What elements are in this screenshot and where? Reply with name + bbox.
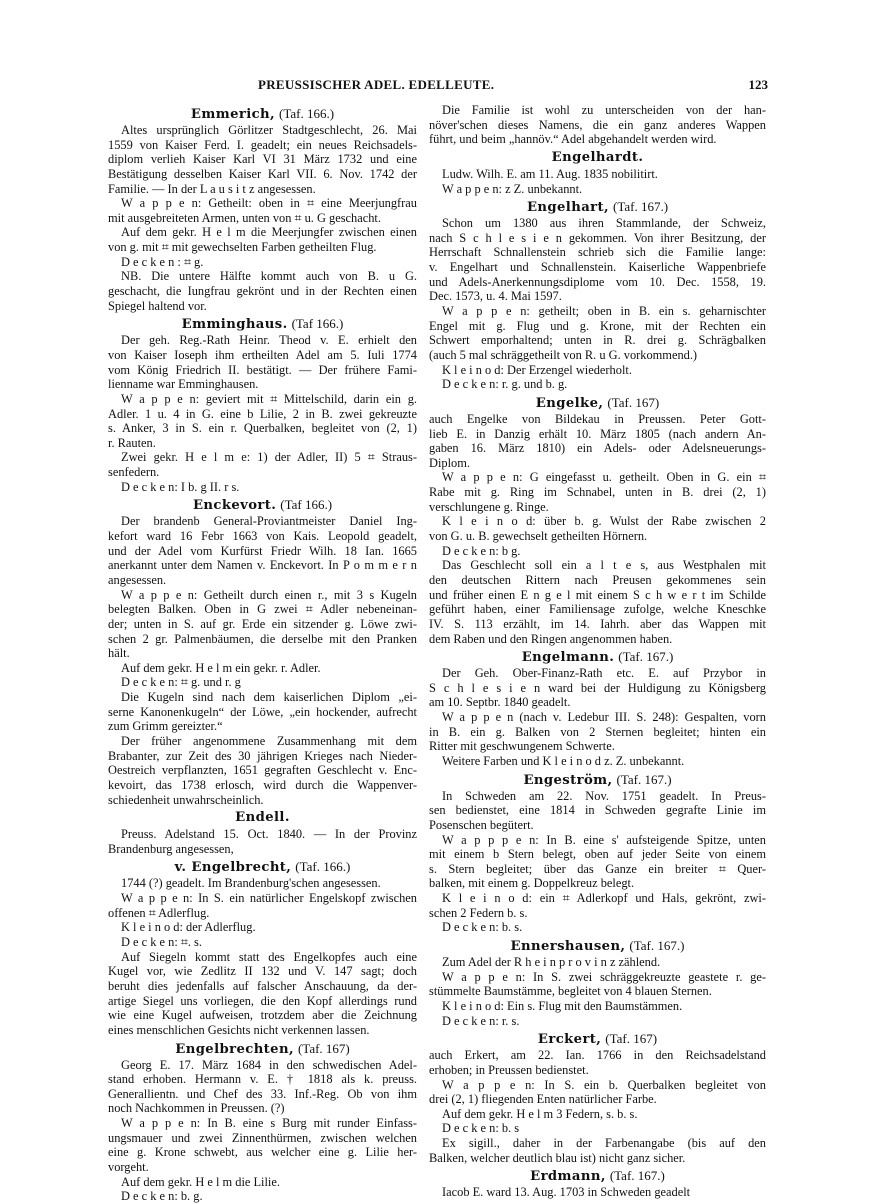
entry xyxy=(429,936,766,1028)
family-name: Ennershausen, xyxy=(510,939,626,955)
text-line: den deutschen Rittern nach Preusen gekommenes sein xyxy=(429,572,766,587)
text-line: növer'schen dieses Namens, die ein ganz anderes Wappen xyxy=(429,117,766,132)
plate-reference: (Taf. 167.) xyxy=(618,649,674,665)
entry xyxy=(108,314,417,494)
text-line: zum Grimm gereizter.“ xyxy=(108,719,223,734)
text-line: W a p p e n: Getheilt durch einen r., mit 3 s Kugeln xyxy=(121,587,417,602)
text-line: D e c k e n: ⌗. s. xyxy=(121,935,202,950)
text-line: kevoirt, das 1738 erlosch, wird durch die Wappenver- xyxy=(108,777,417,792)
text-line: von g. mit ⌗ mit gewechselten Farben getheilten Flug. xyxy=(108,240,377,255)
entry xyxy=(429,770,766,935)
text-line: geführt haben, einer Familiensage zufolge, welche Kneschke xyxy=(429,602,766,617)
text-line: mit ausgebreiteten Armen, unten von ⌗ u. G geschacht. xyxy=(108,210,381,225)
plate-reference: (Taf. 167.) xyxy=(612,199,669,215)
text-line: D e c k e n: b. g. xyxy=(121,1189,203,1204)
paragraph xyxy=(429,377,766,392)
paragraph xyxy=(108,269,417,313)
text-line: Ritter mit geschwungenem Schwerte. xyxy=(429,739,615,754)
text-line: Auf dem gekr. H e l m die Meerjungfer zwischen einen xyxy=(121,225,417,240)
text-line: stand erhoben. Hermann v. E. † 1818 als k. preuss. xyxy=(108,1072,417,1087)
text-line: erhoben; in Preussen bedienstet. xyxy=(429,1062,589,1077)
text-line: eine g. Krone schwebt, aus welcher eine g. Lilie her- xyxy=(108,1145,417,1160)
paragraph xyxy=(429,1014,766,1029)
paragraph xyxy=(429,789,766,833)
family-name: v. Engelbrecht, xyxy=(174,860,292,876)
paragraph xyxy=(429,216,766,304)
family-name: Erckert, xyxy=(537,1032,602,1048)
entry xyxy=(108,808,417,856)
text-line: W a p p e n: In B. eine s Burg mit runder Einfass- xyxy=(121,1116,417,1131)
paragraph xyxy=(108,1175,417,1190)
text-line: D e c k e n : ⌗ g. xyxy=(121,254,204,269)
paragraph xyxy=(108,196,417,225)
text-line: schen 2 Federn b. s. xyxy=(429,905,528,920)
text-line: noch Nachkommen in Preussen. (?) xyxy=(108,1101,285,1116)
paragraph xyxy=(429,1121,766,1136)
text-line: In Schweden am 22. Nov. 1751 geadelt. In Preus- xyxy=(442,788,766,803)
text-line: beruht dies jedenfalls auf falscher Anschauung, da der- xyxy=(108,978,417,993)
text-line: D e c k e n: r. g. und b. g. xyxy=(442,377,568,392)
text-line: Der geh. Reg.-Rath Heinr. Theod v. E. erhielt den xyxy=(121,333,417,348)
paragraph xyxy=(108,123,417,196)
paragraph xyxy=(108,920,417,935)
entry xyxy=(429,103,766,147)
text-line: der; unten in S. auf gr. Erde ein sitzender g. Löwe zwi- xyxy=(108,616,417,631)
entry xyxy=(429,393,766,646)
family-name: Endell. xyxy=(235,810,290,826)
text-line: (auch 5 mal schräggetheilt von R. u G. vorkommend.) xyxy=(429,347,698,362)
text-line: eines menschlichen Gesichts nicht verkennen lassen. xyxy=(108,1022,370,1037)
family-name: Enckevort. xyxy=(192,498,277,514)
family-name: Erdmann, xyxy=(530,1169,606,1185)
paragraph xyxy=(429,666,766,710)
text-line: Rabe mit g. Ring im Schnabel, unten in B. drei (2, 1) xyxy=(429,485,766,500)
entry-heading xyxy=(429,1166,766,1185)
text-line: wie eine Kugel aufweisen, trotzdem aber die Zeichnung xyxy=(108,1008,417,1023)
paragraph xyxy=(108,1116,417,1175)
text-line: Ludw. Wilh. E. am 11. Aug. 1835 nobilitirt. xyxy=(442,166,658,181)
text-line: und früher einen E n g e l mit einem S c h w e r t im Schilde xyxy=(429,587,766,602)
paragraph xyxy=(429,167,766,182)
paragraph xyxy=(429,182,766,197)
plate-reference: (Taf. 166.) xyxy=(279,106,335,121)
text-line: Balken, welcher deutlich blau ist) nicht ganz sicher. xyxy=(429,1150,686,1165)
text-line: von G. u. B. gewechselt getheilten Hörnern. xyxy=(429,529,648,544)
text-line: balken, mit einem g. Doppelkreuz belegt. xyxy=(429,876,635,891)
entry-heading xyxy=(429,647,766,666)
paragraph xyxy=(429,1136,766,1165)
entry xyxy=(108,857,417,1037)
entry-heading xyxy=(429,770,766,789)
plate-reference: (Taf 166.) xyxy=(291,316,344,332)
paragraph xyxy=(429,363,766,378)
paragraph xyxy=(108,935,417,950)
text-line: am 10. Septbr. 1840 geadelt. xyxy=(429,695,571,710)
text-line: offenen ⌗ Adlerflug. xyxy=(108,905,210,920)
text-line: W a p p e n: In S. ein natürlicher Engelskopf zwischen xyxy=(121,891,417,906)
text-line: W a p p e n: geviert mit ⌗ Mittelschild, darin ein g. xyxy=(121,391,417,406)
text-line: Bestätigung desselben Kaiser Karl VII. 6. Nov. 1742 der xyxy=(108,166,417,181)
text-line: Generallientn. und Chef des 33. Inf.-Reg. Ob von ihm xyxy=(108,1086,417,1101)
entry-heading xyxy=(108,495,417,514)
text-line: K l e i n o d: der Adlerflug. xyxy=(121,920,256,935)
text-line: W a p p e n (nach v. Ledebur III. S. 248): Gespalten, vorn xyxy=(442,710,766,725)
text-line: Der Geh. Ober-Finanz-Rath etc. E. auf Przybor in xyxy=(442,666,766,681)
text-line: Altes ursprünglich Görlitzer Stadtgeschlecht, 26. Mai xyxy=(121,123,417,137)
paragraph xyxy=(429,999,766,1014)
text-line: 1744 (?) geadelt. Im Brandenburg'schen angesessen. xyxy=(121,876,381,891)
text-line: K l e i n o d: ein ⌗ Adlerkopf und Hals, gekrönt, zwi- xyxy=(442,891,766,906)
text-line: Kugel vor, wie Zedlitz II 132 und V. 147 sagt; doch xyxy=(108,964,417,979)
entry-heading xyxy=(108,857,417,876)
family-name: Engelbrechten, xyxy=(175,1041,294,1057)
text-line: Adler. 1 u. 4 in G. eine b Lilie, 2 in B. zwei gekreuzte xyxy=(108,406,417,421)
text-line: K l e i n o d: Der Erzengel wiederholt. xyxy=(442,362,632,377)
text-line: auch Engelke von Bildekau in Preussen. Peter Gott- xyxy=(429,411,766,426)
text-line: D e c k e n: ⌗ g. und r. g xyxy=(121,675,241,690)
text-line: W a p p e n: In S. zwei schräggekreuzte geastete r. ge- xyxy=(442,969,766,984)
text-line: Auf dem gekr. H e l m die Lilie. xyxy=(121,1174,280,1189)
entry xyxy=(108,495,417,807)
text-line: gaben 16. März 1810) ein Adels- oder Adelsneuerungs- xyxy=(429,441,766,456)
family-name: Engelhart, xyxy=(526,200,609,216)
left-column xyxy=(108,103,417,1204)
paragraph xyxy=(108,588,417,661)
text-line: anerkannt unter dem Namen v. Enckevort. In P o m m e r n xyxy=(108,558,417,573)
entry-heading xyxy=(429,148,766,167)
plate-reference: (Taf. 167) xyxy=(605,1031,658,1047)
text-line: auch Erkert, am 22. Ian. 1766 in den Reichsadelstand xyxy=(429,1048,766,1063)
entry xyxy=(108,104,417,313)
paragraph xyxy=(108,876,417,891)
text-line: D e c k e n: I b. g II. r s. xyxy=(121,479,240,494)
paragraph xyxy=(108,450,417,479)
text-line: Der brandenb General-Proviantmeister Daniel Ing- xyxy=(121,514,417,529)
text-line: Das Geschlecht soll ein a l t e s, aus Westphalen mit xyxy=(442,558,766,573)
text-line: s. Anker, 3 in S. ein r. Querbalken, begleitet von (2, 1) xyxy=(108,421,417,436)
text-line: Iacob E. ward 13. Aug. 1703 in Schweden geadelt xyxy=(442,1185,691,1200)
paragraph xyxy=(429,558,766,646)
text-line: Auf Siegeln kommt statt des Engelkopfes auch eine xyxy=(121,949,417,964)
plate-reference: (Taf 166.) xyxy=(280,497,333,513)
paragraph xyxy=(108,734,417,807)
entry-heading xyxy=(429,197,766,216)
text-line: W a p p e n: G eingefasst u. getheilt. Oben in G. ein ⌗ xyxy=(442,470,766,485)
text-line: Zwei gekr. H e l m e: 1) der Adler, II) 5 ⌗ Straus- xyxy=(121,450,417,465)
right-column xyxy=(429,103,766,1200)
text-line: Herrschaft Schnallenstein schrieb sich die Familie lange: xyxy=(429,245,766,260)
text-line: W a p p e n: z Z. unbekannt. xyxy=(442,181,583,196)
entry xyxy=(429,148,766,196)
family-name: Engelke, xyxy=(535,395,604,411)
entry-heading xyxy=(429,936,766,955)
plate-reference: (Taf. 167.) xyxy=(616,771,672,787)
text-line: geschacht, die Iungfrau gekrönt und in der Rechten einen xyxy=(108,284,417,299)
text-line: D e c k e n: b. s. xyxy=(442,920,523,935)
entry-heading xyxy=(429,1029,766,1048)
paragraph xyxy=(429,955,766,970)
paragraph xyxy=(429,920,766,935)
text-line: hält. xyxy=(108,646,130,661)
family-name: Emminghaus. xyxy=(181,317,288,333)
text-line: D e c k e n: r. s. xyxy=(442,1013,520,1028)
text-line: Georg E. 17. März 1684 in den schwedischen Adel- xyxy=(121,1057,417,1072)
paragraph xyxy=(108,675,417,690)
text-line: K l e i n o d: über b. g. Wulst der Rabe zwischen 2 xyxy=(442,514,766,529)
text-line: W a p p p e n: In B. eine s' aufsteigende Spitze, unten xyxy=(442,832,766,847)
text-line: nach S c h l e s i e n gekommen. Von ihrer Besitzung, der xyxy=(429,230,766,245)
paragraph xyxy=(429,1185,766,1200)
entry-heading xyxy=(108,1039,417,1058)
text-line: Oestreich verpflanzten, 1651 gegraften Geschlecht v. Enc- xyxy=(108,763,417,778)
text-line: lienname war Emminghausen. xyxy=(108,377,259,392)
text-line: drei (2, 1) fliegenden Enten natürlicher Farbe. xyxy=(429,1092,657,1107)
text-line: NB. Die untere Hälfte kommt auch von B. u G. xyxy=(121,269,417,284)
text-line: vom König Friedrich II. bestätigt. — Der frühere Fami- xyxy=(108,362,417,377)
text-line: Posenschen begütert. xyxy=(429,817,534,832)
text-line: senfedern. xyxy=(108,465,160,480)
paragraph xyxy=(429,304,766,363)
paragraph xyxy=(108,255,417,270)
text-line: artige Siegel uns vorliegen, die den Kopf allerdings rund xyxy=(108,993,417,1008)
plate-reference: (Taf. 166.) xyxy=(295,859,351,875)
text-line: Weitere Farben und K l e i n o d z. Z. unbekannt. xyxy=(442,753,685,768)
paragraph xyxy=(108,950,417,1038)
text-line: belegten Balken. Oben in G zwei ⌗ Adler nebeneinan- xyxy=(108,602,417,617)
text-line: K l e i n o d: Ein s. Flug mit den Baumstämmen. xyxy=(442,998,683,1013)
text-line: W a p p e n: getheilt; oben in B. ein s. geharnischter xyxy=(442,304,766,319)
running-title: PREUSSISCHER ADEL. EDELLEUTE. xyxy=(258,77,495,92)
text-line: Engel mit g. Flug und g. Krone, mit der Rechten ein xyxy=(429,318,766,333)
text-line: vorgeht. xyxy=(108,1160,149,1174)
text-line: S c h l e s i e n ward bei der Huldigung zu Königsberg xyxy=(429,680,766,695)
paragraph xyxy=(108,891,417,920)
page-number: 123 xyxy=(748,77,768,92)
text-line: Spiegel haltend vor. xyxy=(108,298,207,313)
paragraph xyxy=(429,514,766,543)
page-header xyxy=(100,77,768,95)
family-name: Engelhardt. xyxy=(551,149,644,165)
paragraph xyxy=(108,392,417,451)
text-line: von Kaiser Ioseph ihm ertheilten Adel am 5. Iuli 1774 xyxy=(108,347,417,362)
text-line: schen 2 gr. Palmenbäumen, die derselbe mit den Pranken xyxy=(108,631,417,646)
paragraph xyxy=(429,103,766,147)
text-line: Familie. — In der L a u s i t z angesessen. xyxy=(108,181,316,196)
entry xyxy=(429,197,766,392)
text-line: Der früher angenommene Zusammenhang mit dem xyxy=(121,733,417,748)
entry-heading xyxy=(108,104,417,123)
text-line: 1559 von Kaiser Ferd. I. geadelt; ein neues Reichsadels- xyxy=(108,137,417,152)
paragraph xyxy=(429,833,766,892)
text-line: IV. S. 113 erzählt, im 14. Iahrh. aber das Wappen mit xyxy=(429,616,766,631)
paragraph xyxy=(108,661,417,676)
text-line: W a p p e n: In S. ein b. Querbalken begleitet von xyxy=(442,1077,766,1092)
text-line: Schon um 1380 aus ihren Stammlande, der Schweiz, xyxy=(442,216,766,231)
paragraph xyxy=(108,690,417,734)
text-line: Auf dem gekr. H e l m 3 Federn, s. b. s. xyxy=(442,1106,638,1121)
text-line: Ex sigill., daher in der Farbenangabe (bis auf den xyxy=(442,1136,766,1151)
text-line: serne Kanonenkugeln“ der Löwe, „ein hockender, aufrecht xyxy=(108,704,417,719)
paragraph xyxy=(108,827,417,856)
paragraph xyxy=(429,544,766,559)
family-name: Engelmann. xyxy=(521,650,615,666)
entry-heading xyxy=(108,314,417,333)
text-line: D e c k e n: b. s xyxy=(442,1121,520,1136)
text-line: schiedenheit unwahrscheinlich. xyxy=(108,792,264,807)
paragraph xyxy=(429,470,766,514)
paragraph xyxy=(108,1189,417,1204)
text-line: Zum Adel der R h e i n p r o v i n z zählend. xyxy=(442,955,661,970)
text-line: diplom verlieh Kaiser Karl VI 31 März 1732 und eine xyxy=(108,152,417,167)
family-name: Emmerich, xyxy=(190,107,276,122)
text-line: und Adels-Anerkennungsdiplome vom 10. Dec. 1558, 19. xyxy=(429,274,766,289)
paragraph xyxy=(429,710,766,754)
text-line: stümmelte Baumstämme, begleitet von 4 blauen Sternen. xyxy=(429,984,712,999)
paragraph xyxy=(429,412,766,471)
paragraph xyxy=(429,1078,766,1107)
text-line: lieb E. in Danzig erhält 10. März 1805 (nach andern An- xyxy=(429,426,766,441)
paragraph xyxy=(108,1058,417,1117)
plate-reference: (Taf. 167) xyxy=(297,1040,350,1056)
family-name: Engeström, xyxy=(523,772,613,788)
text-line: Schwert emporhaltend; unten in R. drei g. Schrägbalken xyxy=(429,333,766,348)
paragraph xyxy=(108,514,417,587)
paragraph xyxy=(429,970,766,999)
text-line: angesessen. xyxy=(108,572,167,587)
paragraph xyxy=(108,225,417,254)
paragraph xyxy=(108,333,417,392)
text-line: führt, und beim „hannöv.“ Adel abgehandelt werden wird. xyxy=(429,132,717,147)
text-line: in B. ein g. Balken von 2 Sternen begleitet; hinten ein xyxy=(429,724,766,739)
entry-heading xyxy=(429,393,766,412)
paragraph xyxy=(429,1048,766,1077)
text-line: Auf dem gekr. H e l m ein gekr. r. Adler. xyxy=(121,660,321,675)
text-line: Die Familie ist wohl zu unterscheiden von der han- xyxy=(442,103,766,117)
text-line: s. Stern begleitet; über das Ganze ein breiter ⌗ Quer- xyxy=(429,861,766,876)
text-line: kefort ward 16 Febr 1663 von Kais. Leopold geadelt, xyxy=(108,529,417,544)
plate-reference: (Taf. 167) xyxy=(607,394,660,410)
text-line: v. Engelhart und Schnallenstein. Kaiserliche Wappenbriefe xyxy=(429,260,766,275)
text-line: Brandenburg angesessen, xyxy=(108,841,234,856)
text-line: ungsmauer und zwei Zinnenthürmen, zwischen welchen xyxy=(108,1130,417,1145)
paragraph xyxy=(108,480,417,495)
text-line: mit einem b Stern belegt, oben auf jeder Seite von einem xyxy=(429,847,766,862)
text-line: Preuss. Adelstand 15. Oct. 1840. — In der Provinz xyxy=(121,827,417,842)
entry xyxy=(108,1039,417,1204)
text-line: Diplom. xyxy=(429,455,470,470)
paragraph xyxy=(429,891,766,920)
text-line: dem Raben und den Ringen angenommen haben. xyxy=(429,631,673,646)
entry xyxy=(429,1029,766,1165)
plate-reference: (Taf. 167.) xyxy=(609,1168,665,1184)
text-line: D e c k e n: b g. xyxy=(442,543,521,558)
text-line: W a p p e n: Getheilt: oben in ⌗ eine Meerjungfrau xyxy=(121,196,417,211)
text-line: und der Adel vom Kurfürst Friedr Wilh. 18 Ian. 1665 xyxy=(108,543,417,558)
paragraph xyxy=(429,1107,766,1122)
text-line: Brabanter, zur Zeit des 30 jährigen Krieges nach Nieder- xyxy=(108,748,417,763)
plate-reference: (Taf. 167.) xyxy=(629,938,685,954)
paragraph xyxy=(429,754,766,769)
text-line: sen bedienstet, eine 1814 in Schweden gegrafte Linie im xyxy=(429,803,766,818)
entry xyxy=(429,647,766,768)
text-line: Dec. 1573, u. 4. Mai 1597. xyxy=(429,289,562,304)
entry-heading xyxy=(108,808,417,827)
text-line: r. Rauten. xyxy=(108,435,156,450)
text-line: verschlungene g. Ringe. xyxy=(429,499,549,514)
text-line: Die Kugeln sind nach dem kaiserlichen Diplom „ei- xyxy=(121,690,417,705)
